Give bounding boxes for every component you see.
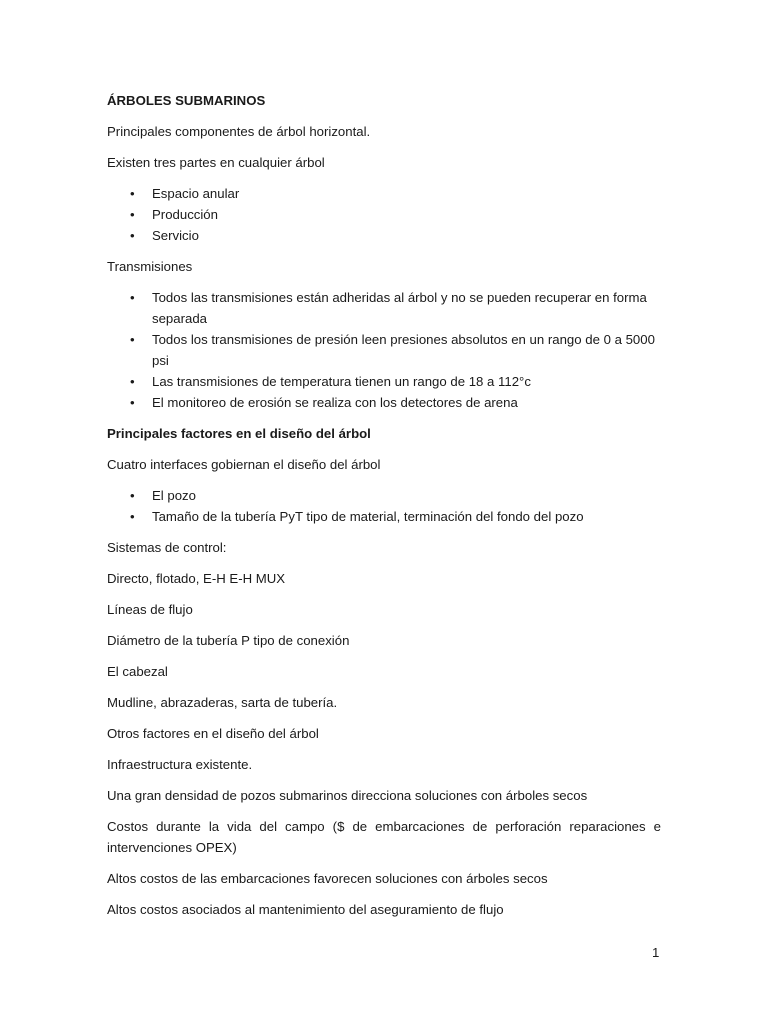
list-item: • Todos las transmisiones están adheridas al árbol y no se pueden recuperar en forma separada [107, 287, 661, 329]
bullet-icon: • [130, 228, 135, 243]
list-item: • El monitoreo de erosión se realiza con los detectores de arena [107, 392, 661, 413]
paragraph-other-factors: Otros factores en el diseño del árbol [107, 726, 319, 741]
list-item: • Servicio [107, 225, 661, 246]
paragraph-infrastructure: Infraestructura existente. [107, 757, 253, 772]
bullet-icon: • [130, 509, 135, 524]
document-body [107, 90, 661, 930]
bullet-icon: • [130, 207, 135, 222]
bullet-icon: • [130, 186, 135, 201]
paragraph-high-costs-flow: Altos costos asociados al mantenimiento del aseguramiento de flujo [107, 902, 504, 917]
paragraph-control-systems: Sistemas de control: [107, 540, 227, 555]
paragraph-transmissions: Transmisiones [107, 259, 193, 274]
paragraph-direct: Directo, flotado, E-H E-H MUX [107, 571, 286, 586]
bullet-icon: • [130, 290, 135, 305]
list-item: • Producción [107, 204, 661, 225]
bullet-icon: • [130, 374, 135, 389]
paragraph-costs-life: Costos durante la vida del campo ($ de embarcaciones de perforación reparaciones e intervenciones OPEX) [107, 819, 661, 855]
page-number: 1 [652, 945, 660, 960]
interfaces-list [107, 485, 661, 527]
paragraph-four-interfaces: Cuatro interfaces gobiernan el diseño del árbol [107, 457, 381, 472]
paragraph-high-costs-vessels: Altos costos de las embarcaciones favorecen soluciones con árboles secos [107, 871, 548, 886]
heading-factors: Principales factores en el diseño del árbol [107, 426, 371, 441]
paragraph-components: Principales componentes de árbol horizontal. [107, 124, 371, 139]
paragraph-head: El cabezal [107, 664, 168, 679]
list-item: • El pozo [107, 485, 661, 506]
paragraph-flow-lines: Líneas de flujo [107, 602, 193, 617]
paragraph-diameter: Diámetro de la tubería P tipo de conexión [107, 633, 350, 648]
bullet-icon: • [130, 488, 135, 503]
list-item: • Todos los transmisiones de presión leen presiones absolutos en un rango de 0 a 5000 psi [107, 329, 661, 371]
list-item: • Tamaño de la tubería PyT tipo de material, terminación del fondo del pozo [107, 506, 661, 527]
transmissions-list [107, 287, 661, 413]
list-item: • Las transmisiones de temperatura tienen un rango de 18 a 112°c [107, 371, 661, 392]
paragraph-three-parts: Existen tres partes en cualquier árbol [107, 155, 325, 170]
document-title: ÁRBOLES SUBMARINOS [107, 93, 266, 108]
bullet-icon: • [130, 395, 135, 410]
paragraph-density: Una gran densidad de pozos submarinos direcciona soluciones con árboles secos [107, 788, 588, 803]
bullet-icon: • [130, 332, 135, 347]
list-item: • Espacio anular [107, 183, 661, 204]
paragraph-mudline: Mudline, abrazaderas, sarta de tubería. [107, 695, 338, 710]
parts-list [107, 183, 661, 246]
